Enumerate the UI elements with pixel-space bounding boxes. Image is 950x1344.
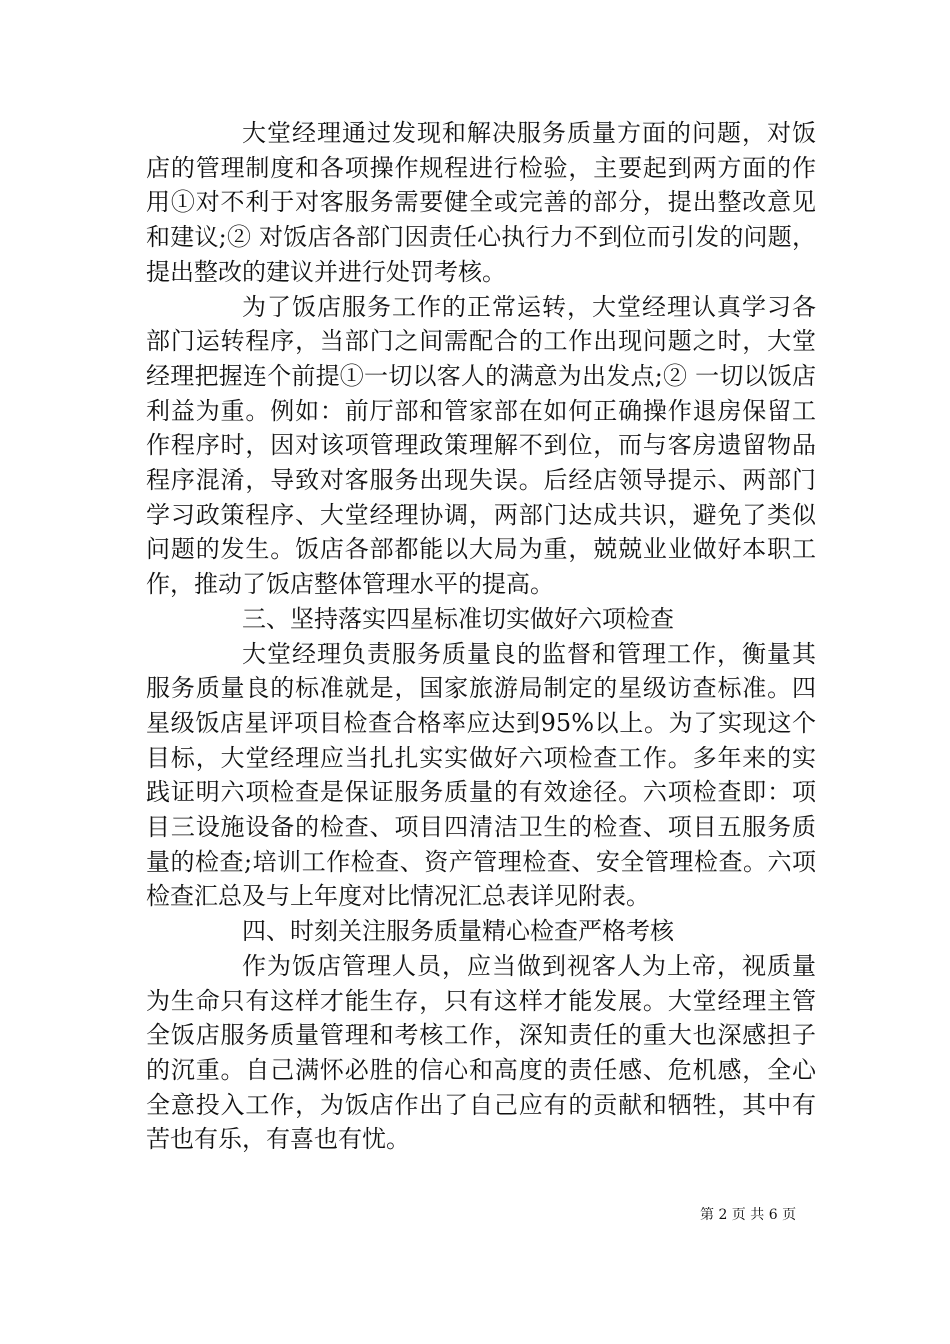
page-number-footer: 第 2 页 共 6 页 xyxy=(700,1207,797,1223)
section-heading-three: 三、坚持落实四星标准切实做好六项检查 xyxy=(242,604,674,633)
paragraph-department-coordination: 为了饭店服务工作的正常运转，大堂经理认真学习各部门运转程序，当部门之间需配合的工作出现问题之时，大堂经理把握连个前提①一切以客人的满意为出发点;② 一切以饭店利益为重。例如：前厅部和管家部在如何正确操作退房保留工作程序时，因对该项管理政策理解不到位，而与客房遗留物品程序混淆，导致对客服务出现失误。后经店领导提示、两部门学习政策程序、大堂经理协调，两部门达成共识，避免了类似问题的发生。饭店各部都能以大局为重，兢兢业业做好本职工作，推动了饭店整体管理水平的提高。 xyxy=(146,292,816,599)
section-heading-four: 四、时刻关注服务质量精心检查严格考核 xyxy=(242,917,674,946)
paragraph-quality-focus: 作为饭店管理人员，应当做到视客人为上帝，视质量为生命只有这样才能生存，只有这样才能发展。大堂经理主管全饭店服务质量管理和考核工作，深知责任的重大也深感担子的沉重。自己满怀必胜的信心和高度的责任感、危机感，全心全意投入工作，为饭店作出了自己应有的贡献和牺牲，其中有苦也有乐，有喜也有忧。 xyxy=(146,951,816,1154)
paragraph-six-inspections: 大堂经理负责服务质量良的监督和管理工作，衡量其服务质量良的标准就是，国家旅游局制定的星级访查标准。四星级饭店星评项目检查合格率应达到95%以上。为了实现这个目标，大堂经理应当扎扎实实做好六项检查工作。多年来的实践证明六项检查是保证服务质量的有效途径。六项检查即：项目三设施设备的检查、项目四清洁卫生的检查、项目五服务质量的检查;培训工作检查、资产管理检查、安全管理检查。六项检查汇总及与上年度对比情况汇总表详见附表。 xyxy=(146,639,816,911)
paragraph-service-quality-inspection: 大堂经理通过发现和解决服务质量方面的问题，对饭店的管理制度和各项操作规程进行检验，主要起到两方面的作用①对不利于对客服务需要健全或完善的部分，提出整改意见和建议;② 对饭店各部门因责任心执行力不到位而引发的问题，提出整改的建议并进行处罚考核。 xyxy=(146,119,816,286)
document-body xyxy=(146,116,816,1157)
